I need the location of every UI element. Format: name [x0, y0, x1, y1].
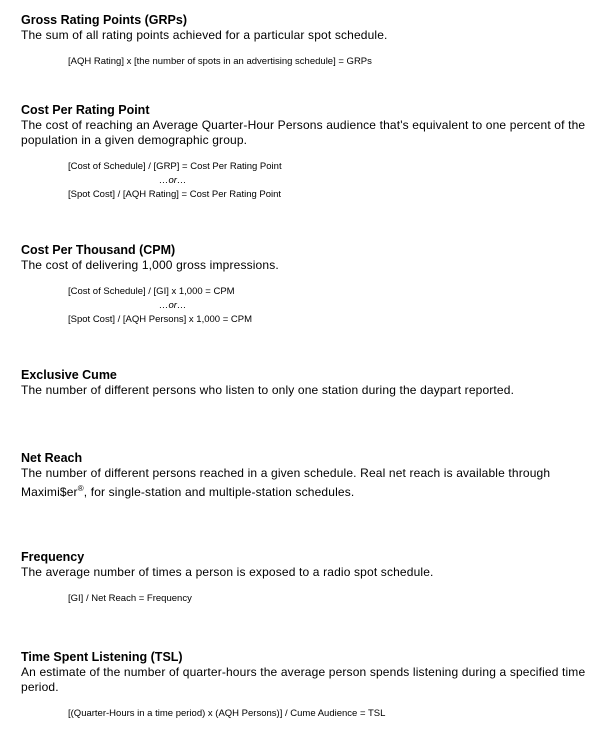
formula-or-separator: …or… [159, 300, 187, 311]
section-frequency [21, 550, 602, 606]
formula: [Cost of Schedule] / [GRP] = Cost Per Rating Point [68, 161, 282, 172]
term-definition [21, 466, 602, 500]
section-cost-per-rating-point [21, 103, 602, 202]
formula: [Spot Cost] / [AQH Rating] = Cost Per Rating Point [68, 189, 282, 200]
section-exclusive-cume [21, 368, 602, 398]
section-net-reach [21, 451, 602, 500]
term-heading: Frequency [21, 550, 85, 564]
term-definition: An estimate of the number of quarter-hours the average person spends listening during a specified time period. [21, 665, 586, 694]
section-cpm [21, 243, 602, 327]
formula: [AQH Rating] x [the number of spots in an advertising schedule] = GRPs [68, 56, 372, 67]
registered-mark: ® [77, 484, 84, 493]
section-grps [21, 13, 602, 69]
section-tsl [21, 650, 602, 721]
term-definition: The average number of times a person is exposed to a radio spot schedule. [21, 565, 434, 579]
formula: [Cost of Schedule] / [GI] x 1,000 = CPM [68, 286, 235, 297]
term-heading: Gross Rating Points (GRPs) [21, 13, 187, 27]
definition-text: , for single-station and multiple-station schedules. [83, 485, 355, 499]
formula: [GI] / Net Reach = Frequency [68, 593, 192, 604]
term-definition: The cost of reaching an Average Quarter-Hour Persons audience that's equivalent to one percent of the population in a given demographic group. [21, 118, 586, 147]
term-definition: The cost of delivering 1,000 gross impressions. [21, 258, 279, 272]
term-definition: The number of different persons who listen to only one station during the daypart reported. [21, 383, 515, 397]
term-heading: Time Spent Listening (TSL) [21, 650, 183, 664]
definition-text: The number of different persons reached in a given schedule. Real net reach is available through Maximi$er [21, 466, 551, 499]
term-definition: The sum of all rating points achieved for a particular spot schedule. [21, 28, 388, 42]
formula-or-separator: …or… [159, 175, 187, 186]
formula: [(Quarter-Hours in a time period) x (AQH Persons)] / Cume Audience = TSL [68, 708, 386, 719]
term-heading: Exclusive Cume [21, 368, 117, 382]
term-heading: Net Reach [21, 451, 83, 465]
term-heading: Cost Per Rating Point [21, 103, 150, 117]
formula: [Spot Cost] / [AQH Persons] x 1,000 = CPM [68, 314, 253, 325]
term-heading: Cost Per Thousand (CPM) [21, 243, 176, 257]
